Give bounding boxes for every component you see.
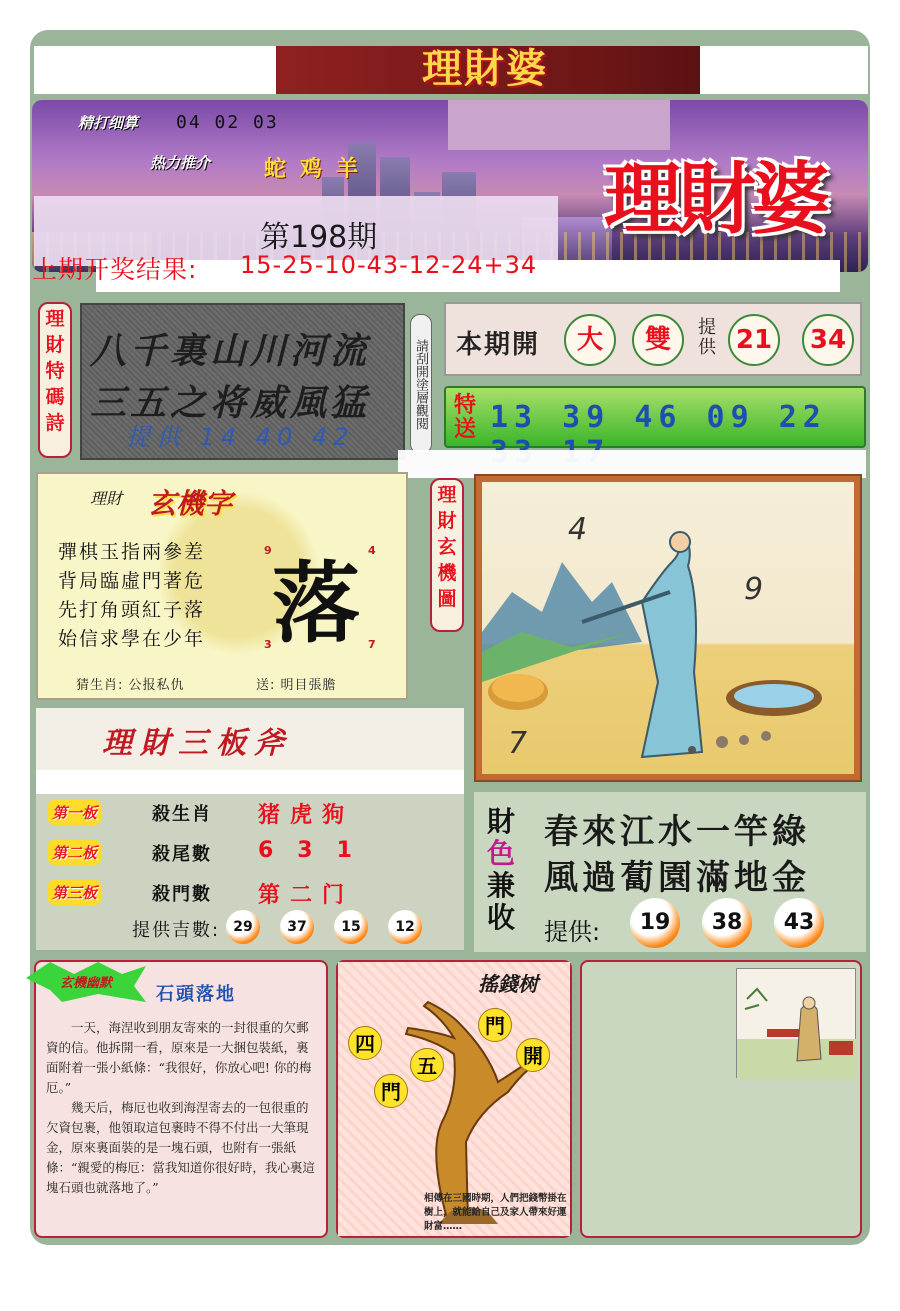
big-circle: 大 — [564, 314, 616, 366]
board-tag-2: 第二板 — [48, 840, 101, 865]
story-title: 石頭落地 — [156, 984, 236, 1005]
hot-animals: 蛇鸡羊 — [264, 157, 373, 182]
number-circle-1: 21 — [728, 314, 780, 366]
story-badge: 玄機幽默 — [60, 976, 113, 991]
scholar-thumbnail — [736, 968, 856, 1078]
scratch-note: 請刮開塗層觀閱 — [410, 314, 432, 454]
tree-char-men-1: 門 — [374, 1074, 408, 1108]
banner-blank-right — [700, 46, 868, 94]
special-numbers: 13 39 46 09 22 — [490, 400, 827, 435]
xuanji-title-prefix: 理財 — [90, 489, 123, 508]
hand-mark-4: 4 — [568, 512, 588, 547]
period-provide: 提供 — [698, 317, 716, 358]
three-boards-box — [36, 794, 464, 950]
corner-7: 7 — [368, 638, 376, 651]
income-ball-2: 38 — [702, 898, 752, 948]
double-income-vertical: 財 色 兼 收 — [486, 805, 515, 934]
poem-line-2: 三五之将威風猛 — [90, 382, 371, 424]
special-label: 特送 — [453, 393, 476, 442]
picture-side-tag: 理 財 玄 機 圖 — [430, 478, 464, 632]
board-tag-1: 第一板 — [48, 800, 101, 825]
corner-9: 9 — [264, 544, 272, 557]
board-value-2: 631 — [258, 838, 376, 863]
double-income-line-1: 春來江水一竿綠 — [544, 812, 810, 852]
tree-char-men-2: 門 — [478, 1008, 512, 1042]
poem-provide: 提供 14 40 42 — [126, 423, 355, 451]
income-ball-1: 19 — [630, 898, 680, 948]
scholar-illustration — [482, 482, 854, 774]
double-circle: 雙 — [632, 314, 684, 366]
xuanji-verse: 彈棋玉指兩參差 背局臨虛門著危 先打角頭紅子落 始信求學在少年 — [58, 541, 206, 650]
board-label-3: 殺門數 — [152, 884, 212, 905]
board-label-2: 殺尾數 — [152, 844, 212, 865]
lucky-ball-3: 15 — [334, 910, 368, 944]
hot-label: 热力推介 — [150, 154, 211, 172]
header-logo: 理財婆 — [603, 154, 826, 245]
issue-number: 第198期 — [260, 220, 378, 255]
three-boards-header — [36, 708, 464, 770]
banner-title: 理財婆 — [422, 45, 548, 92]
last-result-numbers: 15-25-10-43-12-24+34 — [240, 251, 538, 279]
period-box — [444, 302, 862, 376]
income-ball-3: 43 — [774, 898, 824, 948]
board-label-1: 殺生肖 — [152, 804, 212, 825]
banner-blank-left — [34, 46, 276, 94]
board-value-3: 第二门 — [258, 883, 355, 908]
blank-panel — [580, 960, 862, 1238]
xuanji-title: 玄機字 — [148, 487, 233, 520]
precise-numbers: 04 02 03 — [176, 112, 279, 133]
money-tree-caption: 相傳在三國時期，人們把錢幣掛在樹上，就能給自己及家人帶來好運財富…… — [424, 1193, 567, 1232]
board-tag-3: 第三板 — [48, 880, 101, 905]
xuanji-big-char: 落 — [272, 551, 361, 655]
hand-mark-9: 9 — [744, 572, 764, 607]
lucky-ball-2: 37 — [280, 910, 314, 944]
double-income-box — [474, 792, 866, 952]
three-boards-strip — [36, 770, 464, 794]
poem-line-1: 八千裏山川河流 — [90, 330, 371, 372]
corner-4: 4 — [368, 544, 376, 557]
poem-side-tag: 理 財 特 碼 詩 — [38, 302, 72, 458]
three-boards-title: 理財三板斧 — [102, 726, 292, 761]
tree-char-wu: 五 — [410, 1048, 444, 1082]
lucky-label: 提供吉數: — [132, 920, 221, 941]
story-paragraph-2: 幾天后，梅厄也收到海涅寄去的一包很重的欠資包裹，他領取這包裹時不得不付出一大筆現金，原來裏面裝的是一塊石頭，也附有一張紙條：“親愛的梅厄：當我知道你很好時，我心裏這塊石頭也就落地了。” — [46, 1100, 315, 1195]
hand-mark-7: 7 — [508, 726, 528, 761]
period-label: 本期開 — [456, 330, 541, 360]
story-panel — [34, 960, 328, 1238]
corner-3: 3 — [264, 638, 272, 651]
xuanji-guess: 猜生肖: 公报私仇 — [76, 678, 185, 693]
money-tree-panel — [336, 960, 572, 1238]
tree-char-si: 四 — [348, 1026, 382, 1060]
precise-label: 精打细算 — [78, 114, 139, 132]
story-paragraph-1: 一天，海涅收到朋友寄來的一封很重的欠郵資的信。他拆開一看，原來是一大捆包裝紙，裏面附着一張小紙條：“我很好，你放心吧! 你的梅厄。” — [46, 1020, 312, 1095]
poem-box — [80, 303, 405, 460]
number-circle-2: 34 — [802, 314, 854, 366]
money-tree-title: 搖錢树 — [478, 972, 538, 996]
special-box — [444, 386, 866, 448]
lucky-ball-4: 12 — [388, 910, 422, 944]
xuanji-send: 送: 明目張膽 — [256, 678, 337, 693]
xuanji-box — [36, 472, 408, 700]
board-value-1: 猪虎狗 — [258, 803, 355, 828]
double-income-line-2: 風過蔔園滿地金 — [544, 858, 810, 898]
tree-char-kai: 開 — [516, 1038, 550, 1072]
last-result-label: 上期开奖结果: — [32, 255, 198, 284]
double-income-provide: 提供: — [544, 918, 601, 946]
lucky-ball-1: 29 — [226, 910, 260, 944]
